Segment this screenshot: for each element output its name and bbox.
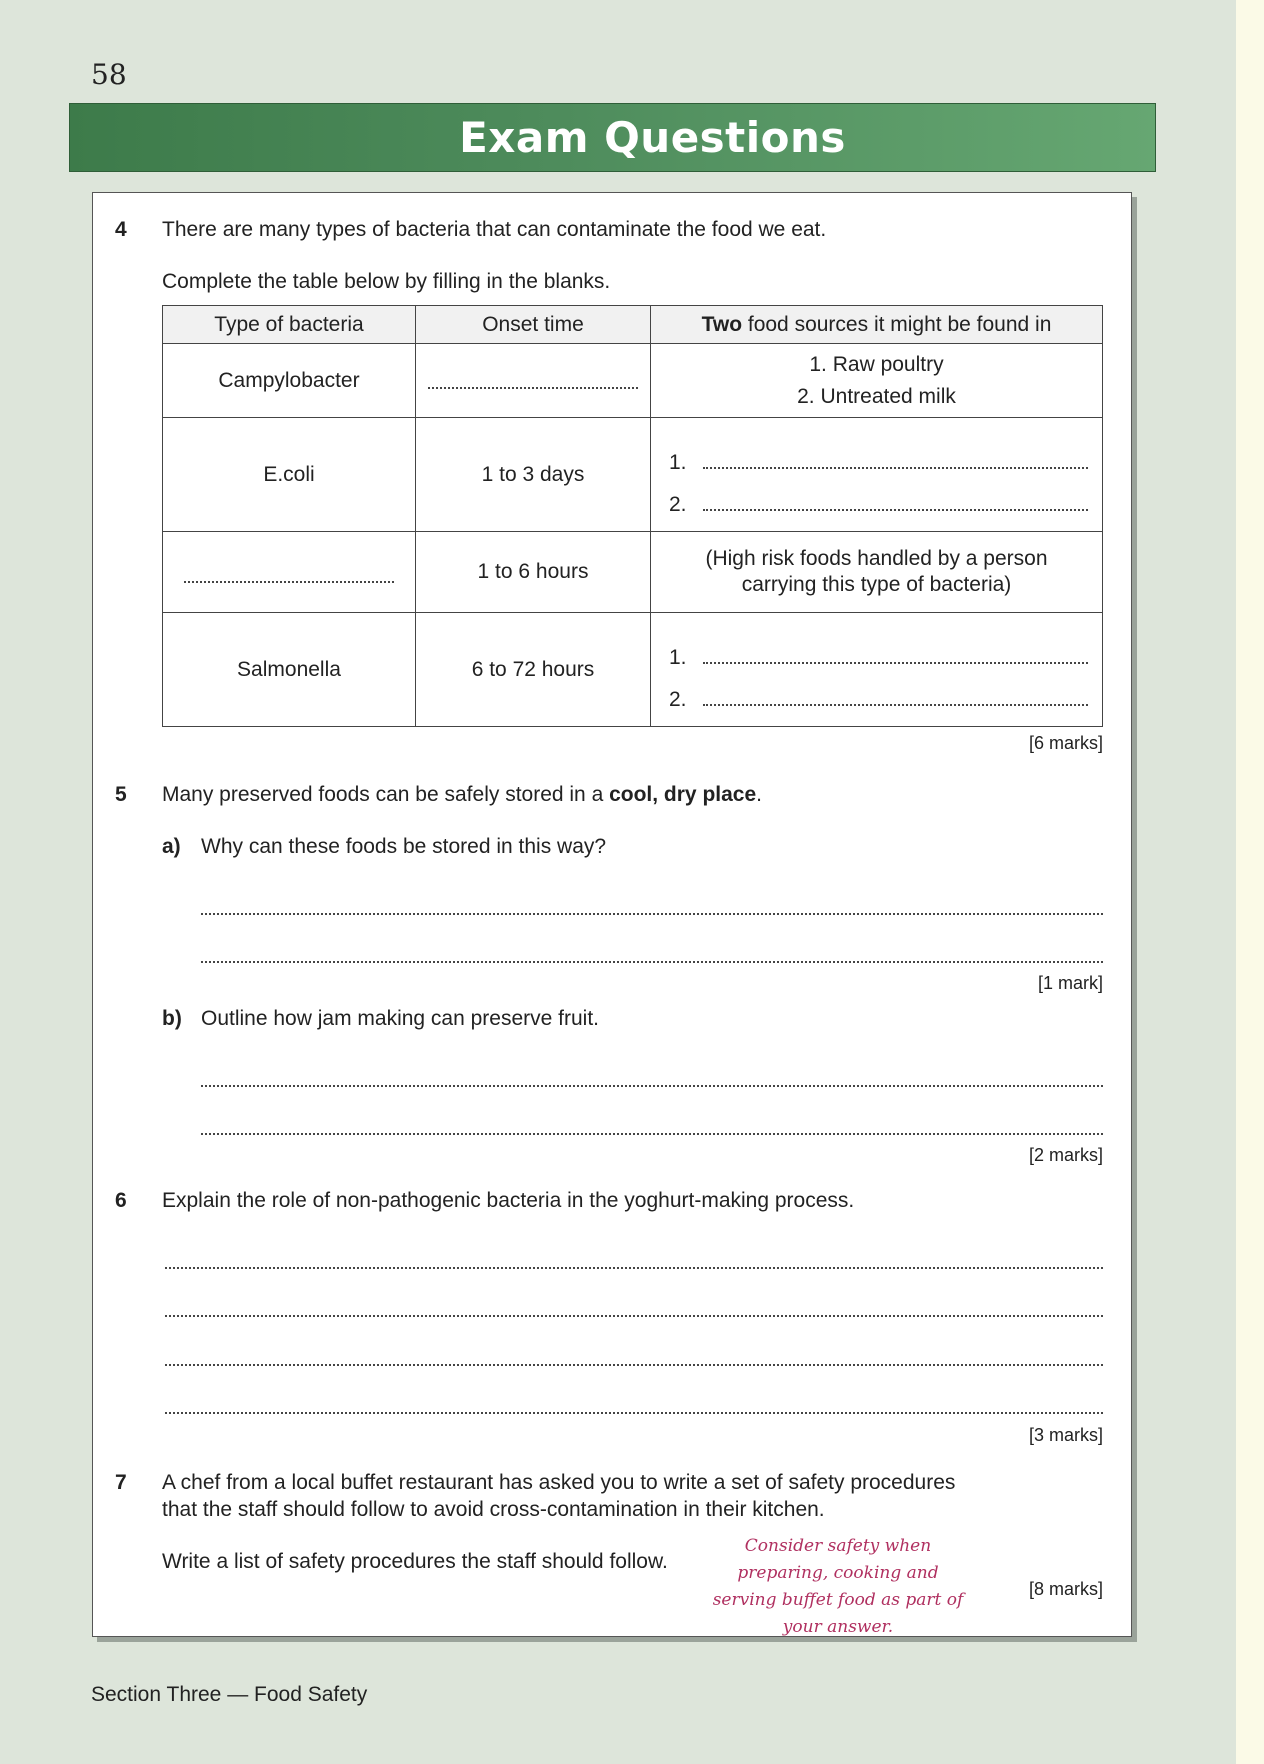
header-sources-rest: food sources it might be found in — [742, 312, 1052, 336]
question-5b-marks: [2 marks] — [1028, 1145, 1103, 1165]
row3-onset: 1 to 6 hours — [416, 532, 651, 613]
row1-type: Campylobacter — [163, 344, 416, 418]
page-footer: Section Three — Food Safety — [91, 1683, 368, 1706]
page-edge-strip — [1236, 0, 1264, 1764]
row4-type: Salmonella — [163, 613, 416, 727]
question-5a-marks: [1 mark] — [1037, 973, 1103, 993]
answer-line[interactable] — [165, 1364, 1103, 1366]
question-5-stem: Many preserved foods can be safely stored in a cool, dry place. — [162, 783, 762, 806]
question-4-marks: [6 marks] — [1028, 733, 1103, 753]
question-7-line-2: that the staff should follow to avoid cross-contamination in their kitchen. — [162, 1498, 825, 1521]
answer-line[interactable] — [201, 961, 1103, 963]
row1-source-2: 2. Untreated milk — [797, 384, 956, 408]
row3-note: (High risk foods handled by a person carrying this type of bacteria) — [651, 532, 1103, 613]
table-row — [163, 344, 1103, 418]
row2-answer-2[interactable]: 2. — [651, 475, 1102, 517]
question-7-line-1: A chef from a local buffet restaurant has asked you to write a set of safety procedures — [162, 1471, 956, 1494]
question-6-marks: [3 marks] — [1028, 1425, 1103, 1445]
row1-sources — [651, 344, 1103, 418]
question-5-number: 5 — [115, 783, 127, 806]
question-7-number: 7 — [115, 1471, 127, 1494]
question-4-instruction: Complete the table below by filling in the blanks. — [162, 270, 611, 293]
row4-onset: 6 to 72 hours — [416, 613, 651, 727]
answer-line[interactable] — [201, 1133, 1103, 1135]
header-type: Type of bacteria — [163, 306, 416, 344]
question-5b-label: b) — [162, 1007, 182, 1030]
row2-type: E.coli — [163, 418, 416, 532]
answer-line[interactable] — [201, 913, 1103, 915]
row1-source-1: 1. Raw poultry — [809, 352, 944, 376]
row2-answer-1[interactable]: 1. — [651, 433, 1102, 475]
table-row — [163, 532, 1103, 613]
answer-line[interactable] — [165, 1267, 1103, 1269]
header-onset: Onset time — [416, 306, 651, 344]
bacteria-table — [162, 305, 1103, 727]
row1-onset-blank[interactable] — [416, 344, 651, 418]
row4-answer-1[interactable]: 1. — [651, 628, 1102, 670]
title-banner — [69, 103, 1156, 172]
answer-line[interactable] — [165, 1412, 1103, 1414]
answer-line[interactable] — [165, 1315, 1103, 1317]
question-6-text: Explain the role of non-pathogenic bacteria in the yoghurt-making process. — [162, 1189, 855, 1212]
header-sources-bold: Two — [701, 312, 743, 336]
onset-answer-line[interactable] — [428, 387, 638, 389]
table-header-row — [163, 306, 1103, 344]
row4-sources-blanks — [651, 613, 1103, 727]
question-4-intro: There are many types of bacteria that can contaminate the food we eat. — [162, 218, 827, 241]
row3-type-blank[interactable] — [163, 532, 416, 613]
question-4-number: 4 — [115, 218, 127, 241]
answer-line[interactable] — [201, 1085, 1103, 1087]
page-number: 58 — [91, 58, 127, 91]
question-6-number: 6 — [115, 1189, 127, 1212]
question-7-marks: [8 marks] — [1028, 1579, 1103, 1599]
question-7-instruction: Write a list of safety procedures the staff should follow. — [162, 1550, 668, 1573]
questions-panel — [92, 192, 1132, 1637]
row4-answer-2[interactable]: 2. — [651, 670, 1102, 712]
question-5a-text: Why can these foods be stored in this way? — [201, 835, 607, 858]
question-5a-label: a) — [162, 835, 181, 858]
header-sources — [651, 306, 1103, 344]
table-row — [163, 613, 1103, 727]
row2-onset: 1 to 3 days — [416, 418, 651, 532]
row2-sources-blanks — [651, 418, 1103, 532]
question-5b-text: Outline how jam making can preserve fruit. — [201, 1007, 600, 1030]
question-7-hint: Consider safety when preparing, cooking and serving buffet food as part of your answer. — [712, 1536, 964, 1637]
type-answer-line[interactable] — [184, 581, 394, 583]
table-row — [163, 418, 1103, 532]
page-title: Exam Questions — [459, 113, 846, 162]
